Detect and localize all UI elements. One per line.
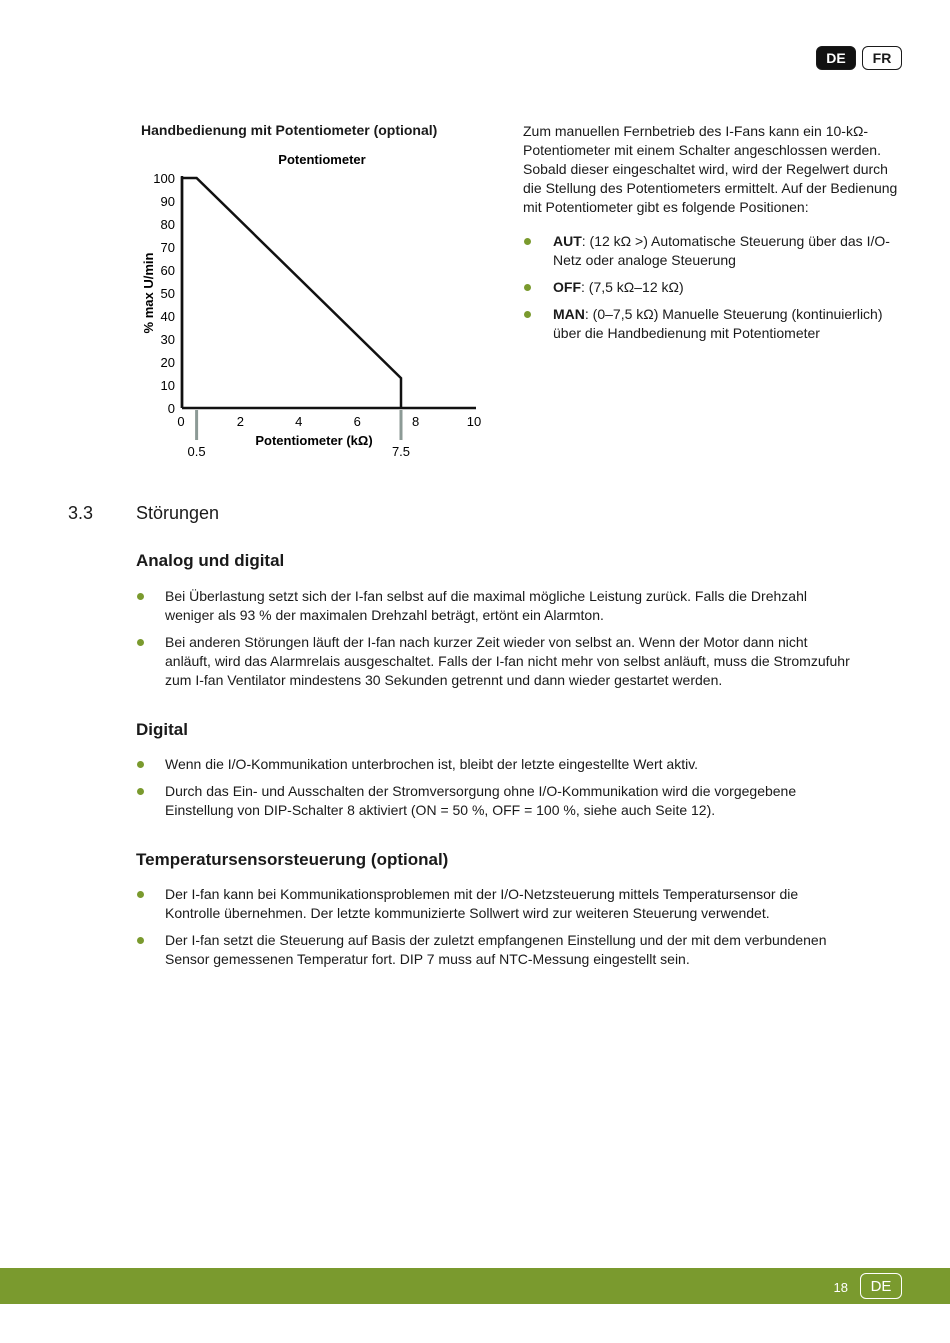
temperature-list (136, 885, 856, 977)
x-tick-label: 4 (295, 414, 303, 429)
mode-text: : (0–7,5 kΩ) Manuelle Steuerung (kontinuierlich) über die Handbedienung mit Potentiometer (553, 306, 883, 341)
intro-paragraph: Zum manuellen Fernbetrieb des I-Fans kann ein 10-kΩ-Potentiometer mit einem Schalter angeschlossen werden. Sobald dieser eingeschaltet wird, wird der Regelwert durch die Stellung des Potentiometers ermittelt. Auf der Bedienung mit Potentiometer gibt es folgende Positionen: (523, 123, 898, 215)
mode-term: MAN (553, 306, 585, 322)
section-title: Störungen (136, 503, 220, 523)
bullet-icon (524, 284, 531, 291)
y-tick-label: 10 (160, 378, 175, 393)
mode-term: OFF (553, 279, 581, 295)
list-item (136, 587, 856, 625)
x-tick-label: 8 (411, 414, 420, 429)
heading-analog: Analog und digital (136, 551, 285, 570)
mode-item-aut (523, 232, 903, 270)
y-tick-label: 100 (153, 171, 175, 186)
mode-term: AUT (553, 233, 582, 249)
series-line (182, 178, 401, 408)
bullet-icon (524, 311, 531, 318)
bullet-icon (137, 761, 144, 768)
footer-bar (0, 1268, 950, 1304)
y-tick-label: 30 (160, 332, 175, 347)
analog-list (136, 587, 856, 698)
x-tick-label: 2 (236, 414, 245, 429)
y-tick-label: 90 (160, 194, 175, 209)
mode-text: : (12 kΩ >) Automatische Steuerung über das I/O-Netz oder analoge Steuerung (553, 233, 890, 268)
item-text: Bei anderen Störungen läuft der I-fan nach kurzer Zeit wieder von selbst an. Wenn der Motor dann nicht anläuft, wird das Alarmrelais ausgeschaltet. Falls der I-fan nicht mehr von selbst anläuft, muss die Stromzufuhr zum I-fan Ventilator mindestens 30 Sekunden getrennt und dann wieder gestartet werden. (165, 634, 850, 688)
y-tick-label: 0 (167, 401, 175, 416)
item-text: Der I-fan kann bei Kommunikationsproblemen mit der I/O-Netzsteuerung mittels Temperatursensor die Kontrolle übernehmen. Der letzte kommunizierte Sollwert wird zur weiteren Steuerung verwendet. (165, 886, 799, 921)
y-axis-label: % max U/min (141, 252, 156, 334)
list-item (136, 755, 856, 774)
lang-de-button[interactable]: DE (816, 46, 856, 70)
section-number: 3.3 (68, 503, 94, 523)
heading-digital: Digital (136, 720, 188, 739)
item-text: Durch das Ein- und Ausschalten der Stromversorgung ohne I/O-Kommunikation wird die vorgegebene Einstellung von DIP-Schalter 8 aktiviert (ON = 50 %, OFF = 100 %, siehe auch Seite 12). (165, 783, 797, 818)
bullet-icon (524, 238, 531, 245)
language-switch (816, 46, 902, 70)
bullet-icon (137, 937, 144, 944)
digital-list (136, 755, 856, 828)
y-tick-label: 80 (160, 217, 175, 232)
y-tick-label: 60 (160, 263, 175, 278)
potentiometer-chart (130, 140, 500, 470)
mode-text: : (7,5 kΩ–12 kΩ) (581, 279, 684, 295)
mode-item-man (523, 305, 903, 343)
chart-title: Potentiometer (278, 152, 366, 167)
y-tick-label: 20 (160, 355, 175, 370)
mode-list (523, 232, 903, 351)
x-tick-label: 10 (466, 414, 482, 429)
y-tick-label: 70 (160, 240, 175, 255)
bullet-icon (137, 593, 144, 600)
list-item (136, 633, 856, 690)
bullet-icon (137, 788, 144, 795)
bullet-icon (137, 891, 144, 898)
x-tick-label: 6 (353, 414, 361, 429)
item-text: Der I-fan setzt die Steuerung auf Basis der zuletzt empfangenen Einstellung und der mit dem verbundenen Sensor gemessenen Temperatur fort. DIP 7 muss auf NTC-Messung eingestellt sein. (165, 932, 827, 967)
mode-item-off (523, 278, 903, 297)
list-item (136, 885, 856, 923)
heading-temperature: Temperatursensorsteuerung (optional) (136, 850, 449, 869)
bullet-icon (137, 639, 144, 646)
y-tick-label: 50 (160, 286, 175, 301)
list-item (136, 782, 856, 820)
lang-fr-button[interactable]: FR (862, 46, 902, 70)
page-number: 18 (833, 1280, 848, 1295)
marker-label: 7.5 (391, 444, 411, 459)
item-text: Bei Überlastung setzt sich der I-fan selbst auf die maximal mögliche Leistung zurück. Falls die Drehzahl weniger als 93 % der maximalen Drehzahl beträgt, ertönt ein Alarmton. (165, 588, 807, 623)
chart-heading: Handbedienung mit Potentiometer (optional) (141, 122, 438, 138)
footer-lang-badge: DE (860, 1273, 902, 1299)
x-axis-label: Potentiometer (kΩ) (255, 433, 373, 448)
y-tick-label: 40 (160, 309, 175, 324)
marker-label: 0.5 (187, 444, 206, 459)
x-tick-label: 0 (177, 414, 185, 429)
list-item (136, 931, 856, 969)
item-text: Wenn die I/O-Kommunikation unterbrochen ist, bleibt der letzte eingestellte Wert aktiv. (165, 756, 699, 772)
